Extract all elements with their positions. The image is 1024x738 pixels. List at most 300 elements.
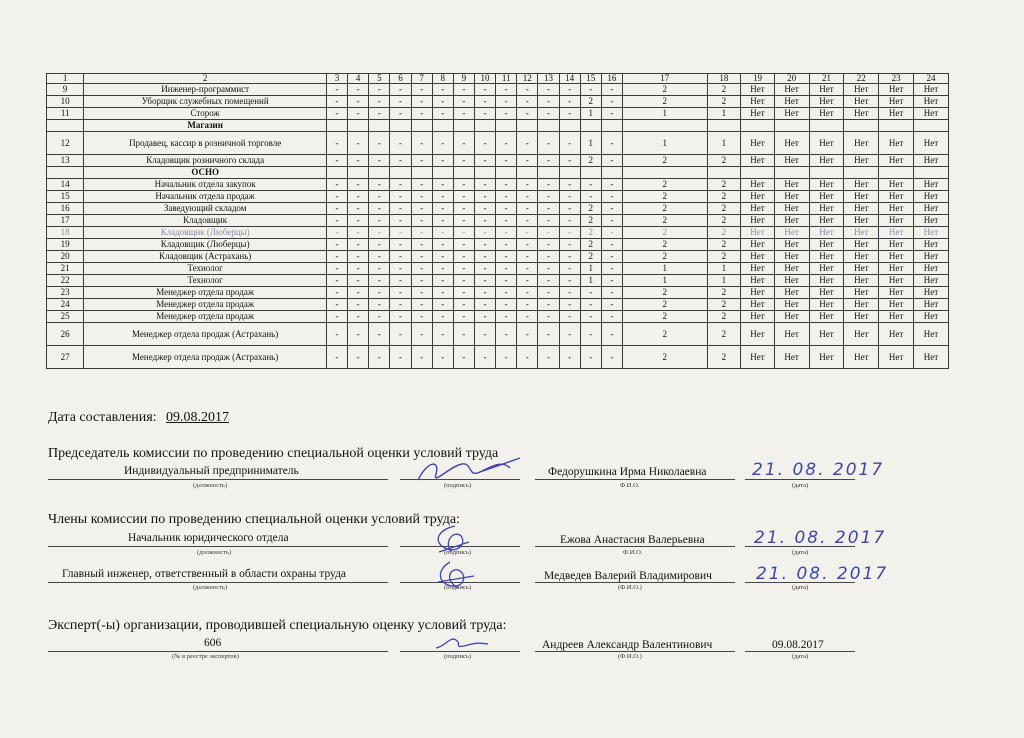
factor-class-cell: - <box>453 311 474 323</box>
factor-class-cell: - <box>517 108 538 120</box>
class-cell-17: 1 <box>622 263 707 275</box>
factor-class-cell: - <box>326 263 347 275</box>
factor-class-cell: - <box>496 96 517 108</box>
yes-no-cell: Нет <box>741 215 775 227</box>
yes-no-cell: Нет <box>809 96 844 108</box>
empty-cell <box>369 120 390 132</box>
column-number-10: 10 <box>474 74 495 84</box>
factor-class-cell: - <box>538 96 559 108</box>
row-number: 17 <box>47 215 84 227</box>
yes-no-cell: Нет <box>914 108 949 120</box>
class-cell-18: 2 <box>707 239 741 251</box>
factor-class-cell: - <box>559 323 580 346</box>
class-cell-18: 2 <box>707 346 741 369</box>
position-name: Продавец, кассир в розничной торговле <box>84 132 327 155</box>
factor-class-cell: - <box>411 323 432 346</box>
class-cell-17: 2 <box>622 299 707 311</box>
factor-class-cell: - <box>559 227 580 239</box>
yes-no-cell: Нет <box>809 299 844 311</box>
section-title: Магазин <box>84 120 327 132</box>
factor-class-cell: - <box>411 191 432 203</box>
factor-class-cell: - <box>326 251 347 263</box>
factor-class-cell: - <box>326 84 347 96</box>
factor-class-cell: - <box>411 299 432 311</box>
yes-no-cell: Нет <box>741 311 775 323</box>
table-row <box>47 215 984 227</box>
factor-class-cell: - <box>517 239 538 251</box>
factor-class-cell: - <box>390 311 411 323</box>
factor-class-cell: - <box>369 263 390 275</box>
position-name: Кладовщик (Люберцы) <box>84 239 327 251</box>
factor-class-cell: - <box>496 84 517 96</box>
position-name: Заведующий складом <box>84 203 327 215</box>
factor-class-cell: - <box>411 84 432 96</box>
factor-class-cell: - <box>390 191 411 203</box>
factor-class-cell: - <box>432 203 453 215</box>
yes-no-cell: Нет <box>774 215 809 227</box>
factor-class-cell: - <box>474 251 495 263</box>
factor-class-cell: - <box>432 132 453 155</box>
column-number-20: 20 <box>774 74 809 84</box>
yes-no-cell: Нет <box>879 311 914 323</box>
row-number: 10 <box>47 96 84 108</box>
factor-class-cell: - <box>369 251 390 263</box>
empty-cell <box>538 120 559 132</box>
factor-class-cell: - <box>538 287 559 299</box>
factor-class-cell: - <box>453 215 474 227</box>
empty-cell <box>809 120 844 132</box>
chair-signature-caption: (подпись) <box>444 482 471 489</box>
yes-no-cell: Нет <box>914 84 949 96</box>
results-table <box>46 73 984 369</box>
factor-class-cell: - <box>326 132 347 155</box>
column-number-16: 16 <box>601 74 622 84</box>
row-number: 20 <box>47 251 84 263</box>
factor-class-cell: - <box>496 132 517 155</box>
factor-class-cell: - <box>559 191 580 203</box>
factor-class-cell: - <box>474 96 495 108</box>
chair-date-caption: (дата) <box>792 482 809 489</box>
factor-class-cell: - <box>496 346 517 369</box>
empty-cell <box>432 167 453 179</box>
factor-class-cell: - <box>348 287 369 299</box>
factor-class-cell: - <box>326 108 347 120</box>
factor-class-cell: - <box>411 275 432 287</box>
empty-cell <box>326 167 347 179</box>
yes-no-cell: Нет <box>809 179 844 191</box>
yes-no-cell: Нет <box>741 84 775 96</box>
factor-class-cell: - <box>348 215 369 227</box>
factor-class-cell: - <box>538 84 559 96</box>
factor-class-cell: 2 <box>580 251 601 263</box>
class-cell-18: 1 <box>707 275 741 287</box>
class-cell-17: 2 <box>622 227 707 239</box>
position-name: Кладовщик розничного склада <box>84 155 327 167</box>
factor-class-cell: - <box>432 96 453 108</box>
empty-cell <box>774 120 809 132</box>
factor-class-cell: - <box>601 263 622 275</box>
factor-class-cell: - <box>601 108 622 120</box>
factor-class-cell: - <box>453 191 474 203</box>
factor-class-cell: - <box>326 323 347 346</box>
yes-no-cell: Нет <box>844 323 879 346</box>
factor-class-cell: - <box>517 215 538 227</box>
expert-registry-number: 606 <box>204 637 222 649</box>
yes-no-cell: Нет <box>774 311 809 323</box>
factor-class-cell: - <box>326 299 347 311</box>
empty-cell <box>559 167 580 179</box>
yes-no-cell: Нет <box>879 227 914 239</box>
empty-cell <box>580 120 601 132</box>
factor-class-cell: - <box>432 287 453 299</box>
member-2-date-caption: (дата) <box>792 584 809 591</box>
factor-class-cell: - <box>369 191 390 203</box>
expert-signature-caption: (подпись) <box>444 653 471 660</box>
factor-class-cell: - <box>348 155 369 167</box>
yes-no-cell: Нет <box>879 239 914 251</box>
factor-class-cell: - <box>601 179 622 191</box>
empty-cell <box>390 120 411 132</box>
factor-class-cell: - <box>474 84 495 96</box>
position-name: Технолог <box>84 275 327 287</box>
factor-class-cell: - <box>601 323 622 346</box>
factor-class-cell: - <box>559 108 580 120</box>
factor-class-cell: - <box>348 263 369 275</box>
yes-no-cell: Нет <box>774 96 809 108</box>
chair-position-caption: (должность) <box>193 482 228 489</box>
factor-class-cell: - <box>496 299 517 311</box>
yes-no-cell: Нет <box>914 275 949 287</box>
yes-no-cell: Нет <box>844 299 879 311</box>
factor-class-cell: - <box>390 108 411 120</box>
factor-class-cell: - <box>517 203 538 215</box>
yes-no-cell: Нет <box>844 215 879 227</box>
table-row <box>47 239 984 251</box>
factor-class-cell: - <box>496 311 517 323</box>
factor-class-cell: - <box>496 251 517 263</box>
factor-class-cell: - <box>453 287 474 299</box>
factor-class-cell: - <box>411 203 432 215</box>
empty-cell <box>601 167 622 179</box>
factor-class-cell: - <box>326 287 347 299</box>
factor-class-cell: - <box>474 311 495 323</box>
factor-class-cell: - <box>474 203 495 215</box>
factor-class-cell: - <box>411 108 432 120</box>
yes-no-cell: Нет <box>844 263 879 275</box>
factor-class-cell: - <box>390 155 411 167</box>
yes-no-cell: Нет <box>844 203 879 215</box>
column-number-24: 24 <box>914 74 949 84</box>
factor-class-cell: - <box>559 263 580 275</box>
results-table-body <box>47 74 984 369</box>
column-number-9: 9 <box>453 74 474 84</box>
yes-no-cell: Нет <box>844 346 879 369</box>
yes-no-cell: Нет <box>914 96 949 108</box>
member-1-signature-mark <box>425 522 485 558</box>
factor-class-cell: - <box>559 311 580 323</box>
factor-class-cell: - <box>369 227 390 239</box>
factor-class-cell: - <box>453 263 474 275</box>
table-row <box>47 84 984 96</box>
factor-class-cell: - <box>326 203 347 215</box>
factor-class-cell: - <box>348 251 369 263</box>
yes-no-cell: Нет <box>879 84 914 96</box>
factor-class-cell: - <box>601 215 622 227</box>
factor-class-cell: - <box>390 132 411 155</box>
position-name: Менеджер отдела продаж <box>84 311 327 323</box>
factor-class-cell: - <box>538 299 559 311</box>
factor-class-cell: - <box>517 84 538 96</box>
empty-cell <box>914 167 949 179</box>
column-number-14: 14 <box>559 74 580 84</box>
factor-class-cell: - <box>474 299 495 311</box>
row-number: 27 <box>47 346 84 369</box>
yes-no-cell: Нет <box>914 191 949 203</box>
factor-class-cell: - <box>453 275 474 287</box>
column-number-6: 6 <box>390 74 411 84</box>
class-cell-18: 2 <box>707 203 741 215</box>
factor-class-cell: - <box>369 203 390 215</box>
yes-no-cell: Нет <box>741 287 775 299</box>
factor-class-cell: - <box>411 215 432 227</box>
yes-no-cell: Нет <box>774 239 809 251</box>
column-number-11: 11 <box>496 74 517 84</box>
factor-class-cell: - <box>559 203 580 215</box>
factor-class-cell: - <box>369 239 390 251</box>
member-1-position: Начальник юридического отдела <box>128 532 289 544</box>
factor-class-cell: - <box>348 84 369 96</box>
factor-class-cell: - <box>517 299 538 311</box>
factor-class-cell: - <box>538 227 559 239</box>
yes-no-cell: Нет <box>879 323 914 346</box>
factor-class-cell: - <box>369 299 390 311</box>
yes-no-cell: Нет <box>774 299 809 311</box>
column-number-5: 5 <box>369 74 390 84</box>
row-number: 14 <box>47 179 84 191</box>
factor-class-cell: - <box>580 84 601 96</box>
factor-class-cell: - <box>453 203 474 215</box>
factor-class-cell: - <box>390 323 411 346</box>
yes-no-cell: Нет <box>879 108 914 120</box>
yes-no-cell: Нет <box>809 132 844 155</box>
position-name: Кладовщик (Люберцы) <box>84 227 327 239</box>
empty-cell <box>879 167 914 179</box>
yes-no-cell: Нет <box>879 346 914 369</box>
yes-no-cell: Нет <box>741 299 775 311</box>
empty-cell <box>844 167 879 179</box>
yes-no-cell: Нет <box>774 346 809 369</box>
class-cell-18: 2 <box>707 287 741 299</box>
yes-no-cell: Нет <box>844 311 879 323</box>
column-number-12: 12 <box>517 74 538 84</box>
yes-no-cell: Нет <box>741 132 775 155</box>
member-1-date-caption: (дата) <box>792 549 809 556</box>
factor-class-cell: - <box>538 179 559 191</box>
table-row <box>47 323 984 346</box>
empty-cell <box>774 167 809 179</box>
factor-class-cell: - <box>517 311 538 323</box>
member-2-fio-caption: (Ф.И.О.) <box>618 584 642 591</box>
factor-class-cell: - <box>559 346 580 369</box>
section-title: ОСНО <box>84 167 327 179</box>
yes-no-cell: Нет <box>809 239 844 251</box>
column-number-row <box>47 74 984 84</box>
factor-class-cell: 1 <box>580 263 601 275</box>
yes-no-cell: Нет <box>914 299 949 311</box>
class-cell-17: 2 <box>622 323 707 346</box>
factor-class-cell: - <box>559 251 580 263</box>
factor-class-cell: - <box>496 155 517 167</box>
yes-no-cell: Нет <box>844 275 879 287</box>
factor-class-cell: - <box>390 215 411 227</box>
factor-class-cell: - <box>432 179 453 191</box>
member-1-name: Ежова Анастасия Валерьевна <box>560 534 705 546</box>
factor-class-cell: 2 <box>580 227 601 239</box>
yes-no-cell: Нет <box>914 251 949 263</box>
empty-cell <box>809 167 844 179</box>
factor-class-cell: - <box>453 179 474 191</box>
yes-no-cell: Нет <box>809 227 844 239</box>
factor-class-cell: - <box>411 96 432 108</box>
factor-class-cell: - <box>474 179 495 191</box>
position-name: Менеджер отдела продаж (Астрахань) <box>84 346 327 369</box>
factor-class-cell: 2 <box>580 239 601 251</box>
class-cell-18: 2 <box>707 215 741 227</box>
factor-class-cell: - <box>369 323 390 346</box>
yes-no-cell: Нет <box>879 215 914 227</box>
factor-class-cell: - <box>369 108 390 120</box>
chair-signature-mark <box>410 456 530 488</box>
factor-class-cell: - <box>517 251 538 263</box>
factor-class-cell: - <box>369 311 390 323</box>
factor-class-cell: - <box>474 275 495 287</box>
row-number: 16 <box>47 203 84 215</box>
class-cell-18: 2 <box>707 323 741 346</box>
factor-class-cell: - <box>474 132 495 155</box>
factor-class-cell: - <box>348 227 369 239</box>
factor-class-cell: - <box>453 251 474 263</box>
factor-class-cell: - <box>538 239 559 251</box>
table-row <box>47 227 984 239</box>
factor-class-cell: - <box>559 132 580 155</box>
factor-class-cell: - <box>390 227 411 239</box>
class-cell-18: 2 <box>707 299 741 311</box>
factor-class-cell: - <box>411 155 432 167</box>
factor-class-cell: - <box>453 299 474 311</box>
position-name: Менеджер отдела продаж <box>84 299 327 311</box>
yes-no-cell: Нет <box>809 346 844 369</box>
factor-class-cell: - <box>496 179 517 191</box>
yes-no-cell: Нет <box>741 346 775 369</box>
yes-no-cell: Нет <box>914 132 949 155</box>
yes-no-cell: Нет <box>774 275 809 287</box>
factor-class-cell: - <box>369 215 390 227</box>
factor-class-cell: - <box>326 227 347 239</box>
empty-cell <box>879 120 914 132</box>
yes-no-cell: Нет <box>774 132 809 155</box>
yes-no-cell: Нет <box>774 203 809 215</box>
factor-class-cell: - <box>517 155 538 167</box>
yes-no-cell: Нет <box>914 215 949 227</box>
factor-class-cell: - <box>517 346 538 369</box>
factor-class-cell: - <box>538 203 559 215</box>
yes-no-cell: Нет <box>844 251 879 263</box>
class-cell-17: 2 <box>622 239 707 251</box>
empty-cell <box>559 120 580 132</box>
member-1-fio-caption: Ф.И.О. <box>623 549 643 556</box>
section-num-cell <box>47 120 84 132</box>
factor-class-cell: - <box>538 311 559 323</box>
factor-class-cell: - <box>453 155 474 167</box>
table-row <box>47 346 984 369</box>
factor-class-cell: - <box>326 155 347 167</box>
factor-class-cell: - <box>559 215 580 227</box>
class-cell-17: 1 <box>622 132 707 155</box>
chair-heading: Председатель комиссии по проведению специальной оценки условий труда <box>48 446 499 461</box>
factor-class-cell: - <box>432 84 453 96</box>
factor-class-cell: - <box>580 299 601 311</box>
factor-class-cell: - <box>559 299 580 311</box>
factor-class-cell: - <box>601 96 622 108</box>
factor-class-cell: - <box>432 227 453 239</box>
factor-class-cell: - <box>559 287 580 299</box>
factor-class-cell: - <box>496 239 517 251</box>
factor-class-cell: - <box>326 275 347 287</box>
yes-no-cell: Нет <box>879 287 914 299</box>
factor-class-cell: - <box>432 215 453 227</box>
class-cell-18: 2 <box>707 251 741 263</box>
class-cell-17: 2 <box>622 203 707 215</box>
factor-class-cell: - <box>411 263 432 275</box>
factor-class-cell: - <box>496 203 517 215</box>
yes-no-cell: Нет <box>879 203 914 215</box>
column-number-7: 7 <box>411 74 432 84</box>
factor-class-cell: - <box>369 287 390 299</box>
factor-class-cell: - <box>601 203 622 215</box>
factor-class-cell: - <box>348 299 369 311</box>
yes-no-cell: Нет <box>879 299 914 311</box>
empty-cell <box>622 120 707 132</box>
factor-class-cell: - <box>601 251 622 263</box>
yes-no-cell: Нет <box>844 132 879 155</box>
yes-no-cell: Нет <box>741 263 775 275</box>
factor-class-cell: - <box>559 96 580 108</box>
position-name: Менеджер отдела продаж <box>84 287 327 299</box>
factor-class-cell: - <box>432 251 453 263</box>
factor-class-cell: - <box>453 346 474 369</box>
yes-no-cell: Нет <box>809 84 844 96</box>
factor-class-cell: - <box>538 263 559 275</box>
column-number-8: 8 <box>432 74 453 84</box>
factor-class-cell: - <box>538 191 559 203</box>
class-cell-18: 2 <box>707 96 741 108</box>
yes-no-cell: Нет <box>809 323 844 346</box>
factor-class-cell: - <box>601 155 622 167</box>
factor-class-cell: - <box>369 275 390 287</box>
factor-class-cell: - <box>411 179 432 191</box>
row-number: 26 <box>47 323 84 346</box>
factor-class-cell: - <box>411 227 432 239</box>
factor-class-cell: - <box>538 275 559 287</box>
factor-class-cell: - <box>326 239 347 251</box>
factor-class-cell: - <box>369 155 390 167</box>
factor-class-cell: - <box>348 132 369 155</box>
factor-class-cell: - <box>474 108 495 120</box>
empty-cell <box>496 120 517 132</box>
class-cell-18: 1 <box>707 108 741 120</box>
factor-class-cell: - <box>453 96 474 108</box>
column-number-23: 23 <box>879 74 914 84</box>
